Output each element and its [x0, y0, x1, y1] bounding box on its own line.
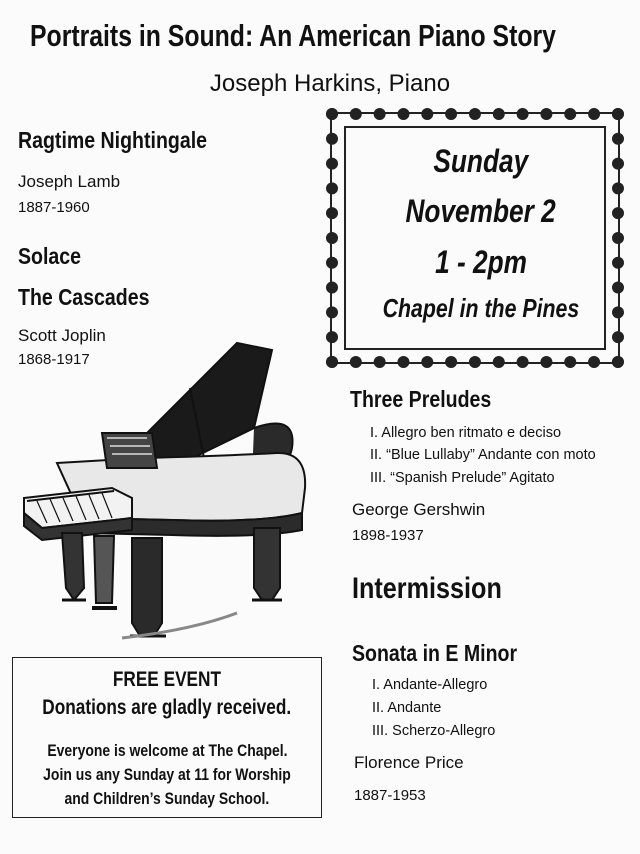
notice-donations: Donations are gladly received. [42, 696, 292, 719]
movement: I. Andante-Allegro [372, 677, 488, 693]
movement: I. Allegro ben ritmato e deciso [370, 425, 562, 441]
page-title: Portraits in Sound: An American Piano Story [30, 18, 556, 53]
grand-piano-icon [22, 338, 312, 643]
composer-years: 1898-1937 [352, 527, 424, 544]
notice-text: Join us any Sunday at 11 for Worship [43, 765, 291, 784]
piece-title: Solace [18, 243, 82, 269]
movement: III. Scherzo-Allegro [372, 723, 496, 739]
composer-name: George Gershwin [352, 500, 486, 519]
composer-name: Scott Joplin [18, 326, 106, 345]
piece-title: Sonata in E Minor [352, 640, 518, 666]
intermission-heading: Intermission [352, 572, 502, 605]
performer-line: Joseph Harkins, Piano [209, 70, 451, 97]
composer-name: Florence Price [354, 753, 464, 772]
piece-title: Ragtime Nightingale [18, 127, 208, 153]
notice-box [12, 657, 322, 818]
notice-text: Everyone is welcome at The Chapel. [46, 741, 288, 760]
composer-years: 1887-1953 [354, 787, 426, 804]
event-venue: Chapel in the Pines [382, 293, 580, 323]
event-date: November 2 [405, 193, 557, 229]
movement: III. “Spanish Prelude” Agitato [370, 470, 555, 486]
movement: II. “Blue Lullaby” Andante con moto [370, 447, 596, 463]
composer-name: Joseph Lamb [18, 172, 121, 191]
event-time: 1 - 2pm [435, 244, 527, 280]
piece-title: The Cascades [18, 284, 150, 310]
notice-heading: FREE EVENT [112, 668, 222, 691]
movement: II. Andante [372, 700, 442, 716]
composer-years: 1887-1960 [18, 199, 90, 216]
notice-text: and Children’s Sunday School. [64, 789, 270, 808]
composer-years: 1868-1917 [18, 351, 90, 368]
piece-title: Three Preludes [350, 386, 492, 412]
event-day: Sunday [433, 143, 529, 179]
